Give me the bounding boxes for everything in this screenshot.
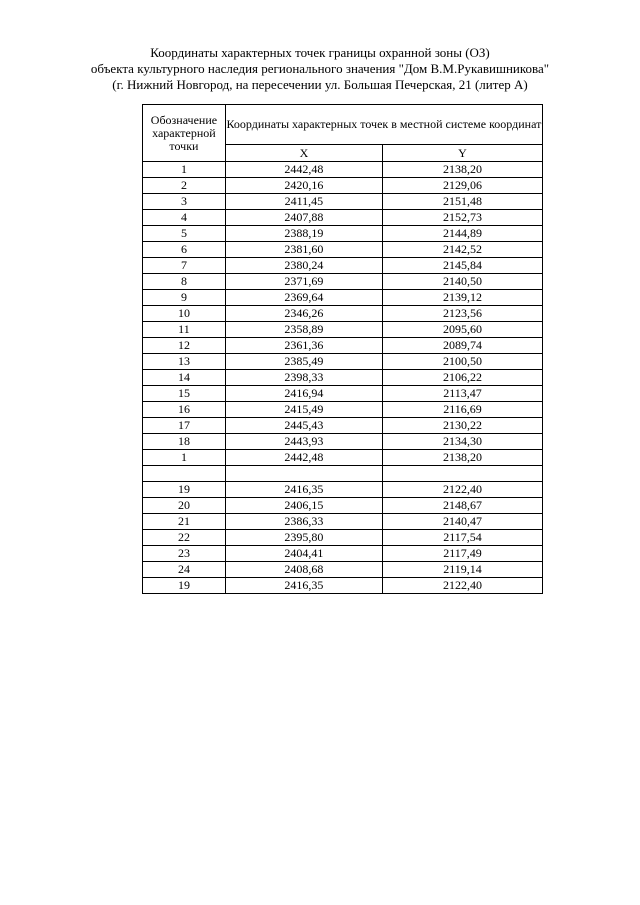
table-row [143, 210, 543, 226]
point-cell: 23 [143, 546, 226, 562]
point-cell: 14 [143, 370, 226, 386]
y-cell: 2122,40 [382, 578, 542, 594]
y-cell: 2140,50 [382, 274, 542, 290]
table-row [143, 322, 543, 338]
table-row [143, 530, 543, 546]
y-cell: 2106,22 [382, 370, 542, 386]
y-cell: 2119,14 [382, 562, 542, 578]
point-cell: 21 [143, 514, 226, 530]
point-cell: 9 [143, 290, 226, 306]
y-cell: 2113,47 [382, 386, 542, 402]
point-cell: 24 [143, 562, 226, 578]
title-line: (г. Нижний Новгород, на пересечении ул. Большая Печерская, 21 (литер А) [112, 77, 528, 92]
point-cell: 12 [143, 338, 226, 354]
point-cell: 19 [143, 482, 226, 498]
y-cell: 2142,52 [382, 242, 542, 258]
point-cell: 19 [143, 578, 226, 594]
table-row [143, 194, 543, 210]
y-cell: 2152,73 [382, 210, 542, 226]
point-cell: 22 [143, 530, 226, 546]
table-row [143, 498, 543, 514]
x-cell: 2380,24 [225, 258, 382, 274]
x-cell: 2386,33 [225, 514, 382, 530]
x-cell: 2358,89 [225, 322, 382, 338]
y-cell: 2117,49 [382, 546, 542, 562]
y-cell: 2116,69 [382, 402, 542, 418]
table-row [143, 370, 543, 386]
table-row [143, 402, 543, 418]
table-row [143, 434, 543, 450]
table-body-section-1 [143, 162, 543, 466]
blank-row [143, 466, 543, 482]
table-row [143, 258, 543, 274]
table-row [143, 338, 543, 354]
y-cell: 2122,40 [382, 482, 542, 498]
x-cell: 2385,49 [225, 354, 382, 370]
x-cell: 2416,35 [225, 578, 382, 594]
y-cell: 2144,89 [382, 226, 542, 242]
y-cell: 2138,20 [382, 162, 542, 178]
point-cell: 7 [143, 258, 226, 274]
point-cell: 17 [143, 418, 226, 434]
title-line: Координаты характерных точек границы охранной зоны (ОЗ) [150, 45, 490, 60]
table-row [143, 290, 543, 306]
x-cell: 2371,69 [225, 274, 382, 290]
x-cell: 2369,64 [225, 290, 382, 306]
x-cell: 2407,88 [225, 210, 382, 226]
title-line: объекта культурного наследия регионального значения "Дом В.М.Рукавишникова" [90, 61, 550, 76]
y-cell: 2117,54 [382, 530, 542, 546]
x-cell: 2442,48 [225, 162, 382, 178]
point-cell: 8 [143, 274, 226, 290]
y-cell: 2134,30 [382, 434, 542, 450]
table-row [143, 418, 543, 434]
table-cell [225, 466, 382, 482]
table-row [143, 242, 543, 258]
x-cell: 2406,15 [225, 498, 382, 514]
point-cell: 2 [143, 178, 226, 194]
y-cell: 2145,84 [382, 258, 542, 274]
point-cell: 18 [143, 434, 226, 450]
point-cell: 1 [143, 162, 226, 178]
header-point-designation: Обозначение характерной точки [143, 105, 226, 162]
table-row [143, 226, 543, 242]
x-cell: 2388,19 [225, 226, 382, 242]
y-cell: 2148,67 [382, 498, 542, 514]
point-cell: 15 [143, 386, 226, 402]
point-cell: 13 [143, 354, 226, 370]
x-cell: 2415,49 [225, 402, 382, 418]
header-y: Y [382, 145, 542, 162]
table-row [143, 178, 543, 194]
y-cell: 2130,22 [382, 418, 542, 434]
table-body-section-2 [143, 482, 543, 594]
table-row [143, 578, 543, 594]
y-cell: 2095,60 [382, 322, 542, 338]
point-cell: 10 [143, 306, 226, 322]
table-row [143, 162, 543, 178]
point-cell: 20 [143, 498, 226, 514]
x-cell: 2443,93 [225, 434, 382, 450]
x-cell: 2416,94 [225, 386, 382, 402]
x-cell: 2404,41 [225, 546, 382, 562]
table-row [143, 274, 543, 290]
y-cell: 2151,48 [382, 194, 542, 210]
x-cell: 2346,26 [225, 306, 382, 322]
table-row [143, 482, 543, 498]
document-title [0, 45, 640, 93]
header-coordinates: Координаты характерных точек в местной системе координат [225, 105, 542, 145]
x-cell: 2408,68 [225, 562, 382, 578]
point-cell: 4 [143, 210, 226, 226]
table-cell [382, 466, 542, 482]
x-cell: 2416,35 [225, 482, 382, 498]
y-cell: 2138,20 [382, 450, 542, 466]
y-cell: 2100,50 [382, 354, 542, 370]
y-cell: 2129,06 [382, 178, 542, 194]
table-row [143, 306, 543, 322]
x-cell: 2411,45 [225, 194, 382, 210]
header-x: X [225, 145, 382, 162]
x-cell: 2442,48 [225, 450, 382, 466]
point-cell: 6 [143, 242, 226, 258]
x-cell: 2445,43 [225, 418, 382, 434]
y-cell: 2123,56 [382, 306, 542, 322]
x-cell: 2420,16 [225, 178, 382, 194]
table-spacer [143, 466, 543, 482]
table-cell [143, 466, 226, 482]
point-cell: 3 [143, 194, 226, 210]
x-cell: 2361,36 [225, 338, 382, 354]
x-cell: 2381,60 [225, 242, 382, 258]
table-row [143, 562, 543, 578]
point-cell: 11 [143, 322, 226, 338]
table-row [143, 386, 543, 402]
point-cell: 1 [143, 450, 226, 466]
y-cell: 2139,12 [382, 290, 542, 306]
point-cell: 5 [143, 226, 226, 242]
table-row [143, 546, 543, 562]
table-row [143, 354, 543, 370]
coordinates-table [142, 104, 543, 594]
y-cell: 2089,74 [382, 338, 542, 354]
x-cell: 2398,33 [225, 370, 382, 386]
table-row [143, 450, 543, 466]
point-cell: 16 [143, 402, 226, 418]
y-cell: 2140,47 [382, 514, 542, 530]
x-cell: 2395,80 [225, 530, 382, 546]
table-row [143, 514, 543, 530]
